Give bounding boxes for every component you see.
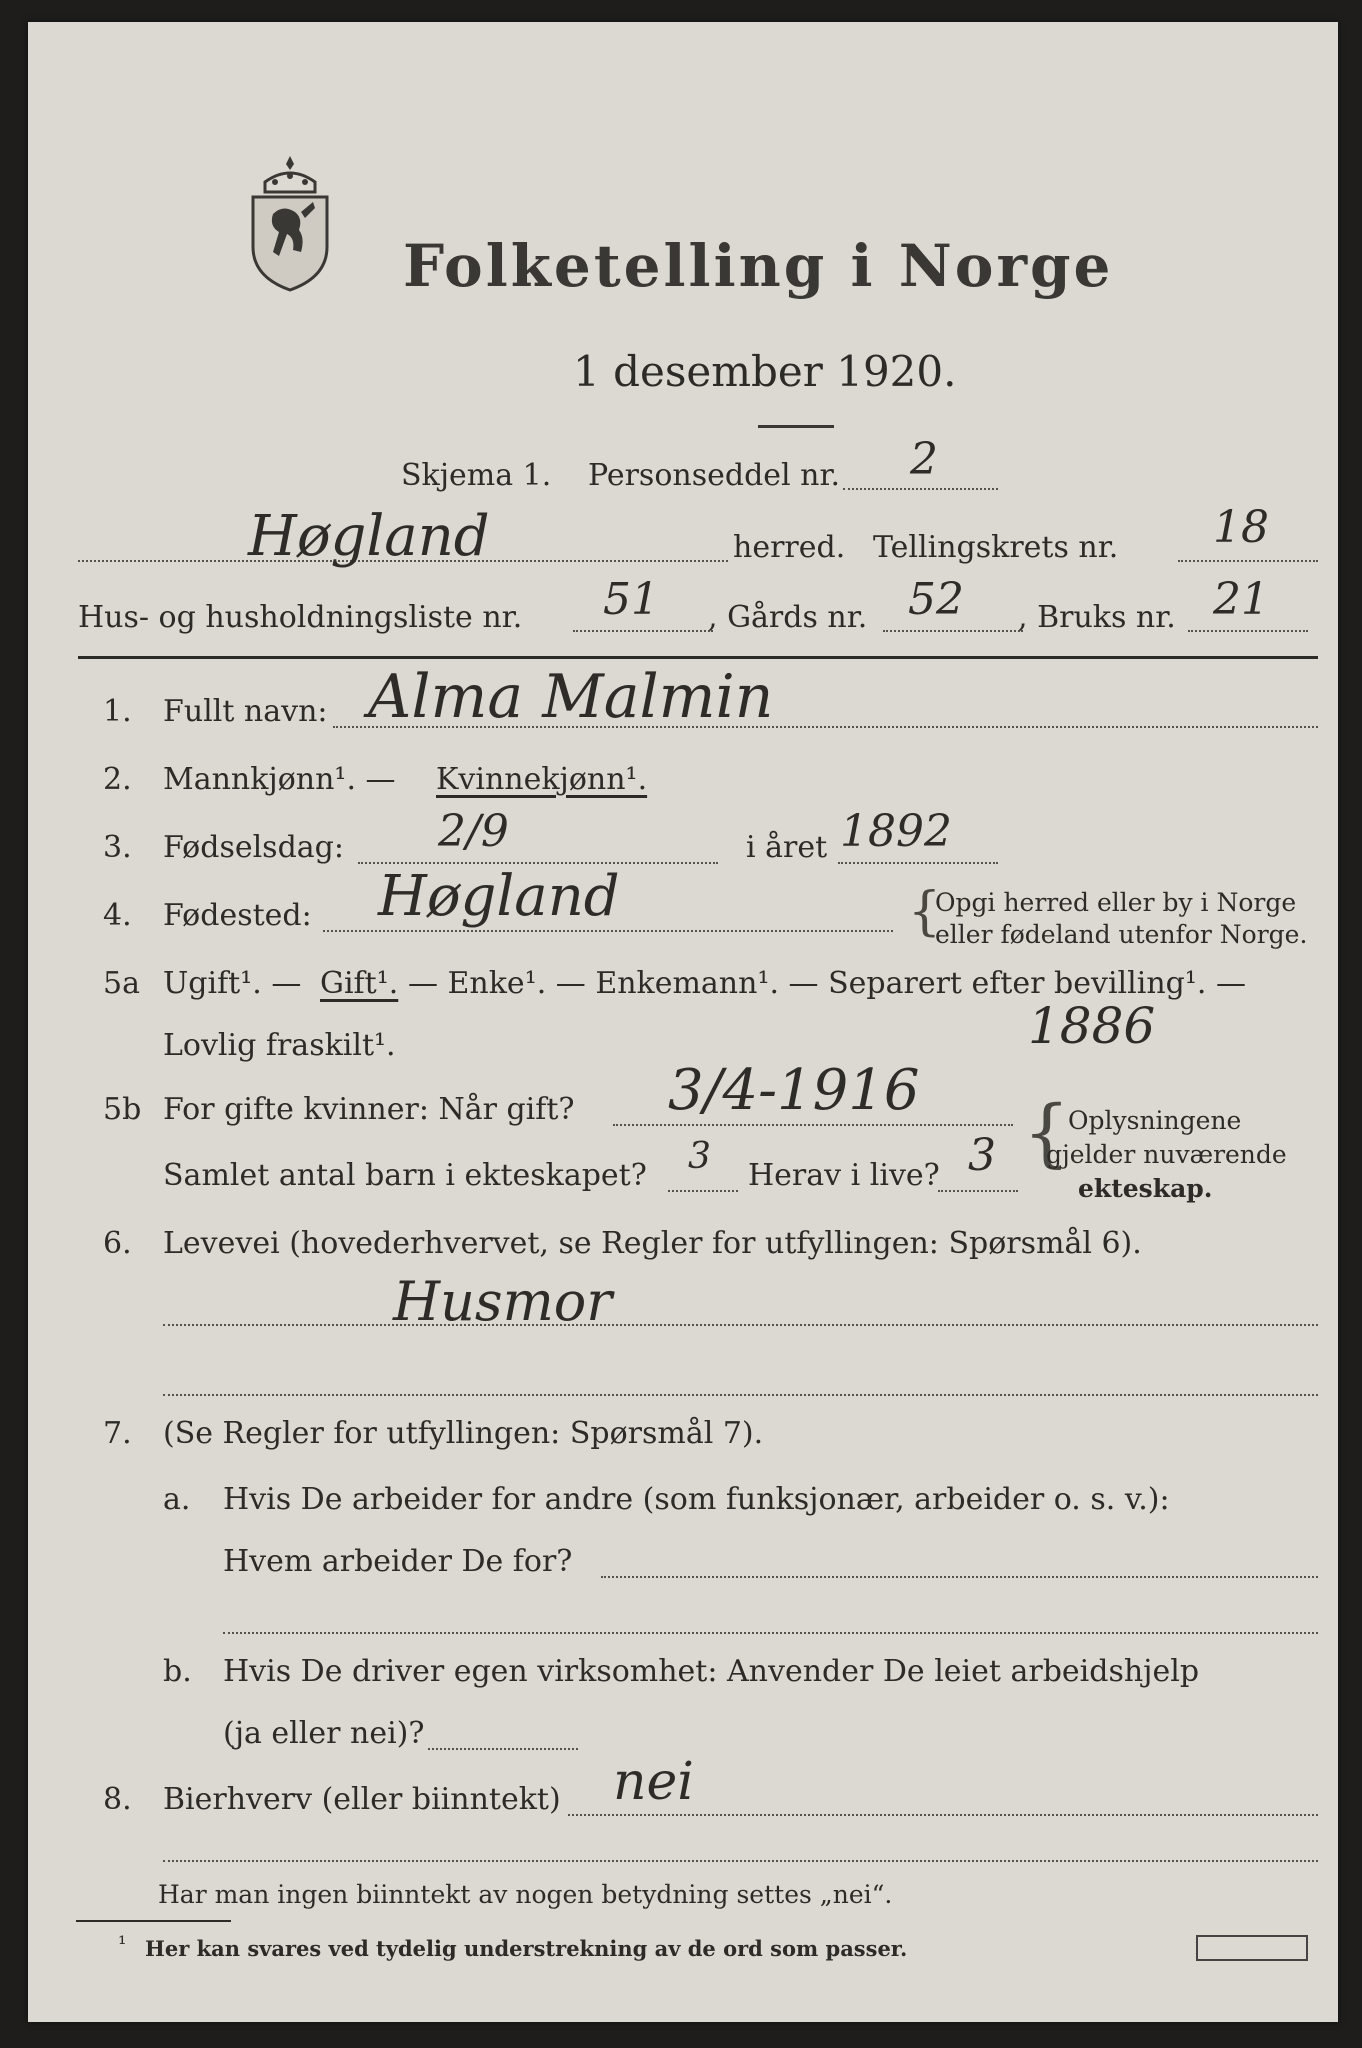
- divider: [758, 425, 834, 428]
- q3-label: Fødselsdag:: [163, 830, 344, 865]
- q5a-handwritten-year: 1886: [1028, 997, 1156, 1055]
- q5b-live-line: [938, 1190, 1018, 1192]
- q2-kvinnekjonn: Kvinnekjønn¹.: [436, 762, 648, 797]
- personseddel-value: 2: [910, 434, 938, 485]
- q7b-line: [428, 1748, 578, 1750]
- footnote-divider: [76, 1920, 231, 1922]
- footnote-mark: ¹: [118, 1932, 127, 1956]
- q6-value: Husmor: [393, 1270, 613, 1333]
- q3-year-value: 1892: [840, 806, 952, 857]
- census-form-page: [28, 22, 1338, 2022]
- q8-number: 8.: [103, 1782, 132, 1817]
- q7a-line2: [223, 1632, 1318, 1634]
- q5b-live-label: Herav i live?: [748, 1158, 940, 1193]
- q4-note-line1: Opgi herred eller by i Norge: [935, 888, 1297, 917]
- q5b-note-line3: ekteskap.: [1078, 1174, 1213, 1203]
- q4-label: Fødested:: [163, 898, 312, 933]
- header-divider: [78, 656, 1318, 659]
- q6-label: Levevei (hovederhvervet, se Regler for utfyllingen: Spørsmål 6).: [163, 1226, 1142, 1261]
- q6-line1: [163, 1324, 1318, 1326]
- biinntekt-note: Har man ingen biinntekt av nogen betydning settes „nei“.: [158, 1880, 893, 1909]
- q8-line1: [568, 1814, 1318, 1816]
- q5a-gift: Gift¹.: [320, 966, 399, 1001]
- q1-value: Alma Malmin: [368, 662, 774, 732]
- tellingskrets-label: Tellingskrets nr.: [873, 530, 1119, 565]
- printer-stamp: [1196, 1935, 1308, 1961]
- q5b-note-line2: gjelder nuværende: [1046, 1140, 1287, 1169]
- q3-year-line: [838, 862, 998, 864]
- q7-number: 7.: [103, 1416, 132, 1451]
- husholdning-value: 51: [603, 574, 659, 625]
- q8-value: nei: [613, 1752, 694, 1812]
- q5a-ugift: Ugift¹. —: [163, 966, 302, 1001]
- footnote-text: Her kan svares ved tydelig understrekning av de ord som passer.: [145, 1936, 908, 1961]
- q5b-label: For gifte kvinner: Når gift?: [163, 1092, 575, 1127]
- q3-value: 2/9: [438, 806, 509, 857]
- gards-line: [883, 630, 1023, 632]
- personseddel-line: [843, 488, 998, 490]
- herred-label: herred.: [733, 530, 846, 565]
- q1-label: Fullt navn:: [163, 694, 328, 729]
- q5a-lovlig-fraskilt: Lovlig fraskilt¹.: [163, 1028, 396, 1063]
- q5b-brace: {: [1023, 1090, 1071, 1176]
- q1-number: 1.: [103, 694, 132, 729]
- q3-number: 3.: [103, 830, 132, 865]
- q5b-barn-label: Samlet antal barn i ekteskapet?: [163, 1158, 647, 1193]
- q5b-barn-value: 3: [688, 1136, 711, 1177]
- q7a-line1: [601, 1576, 1318, 1578]
- q4-note-line2: eller fødeland utenfor Norge.: [935, 920, 1308, 949]
- bruks-value: 21: [1213, 574, 1269, 625]
- q4-brace: {: [908, 882, 942, 942]
- q5b-value: 3/4-1916: [668, 1058, 920, 1123]
- q5b-live-value: 3: [968, 1130, 996, 1181]
- q7b-label: Hvis De driver egen virksomhet: Anvender De leiet arbeidshjelp: [223, 1654, 1200, 1689]
- q8-line2: [163, 1860, 1318, 1862]
- q4-number: 4.: [103, 898, 132, 933]
- q2-mannkjonn: Mannkjønn¹. —: [163, 762, 396, 797]
- q5b-number: 5b: [103, 1092, 142, 1127]
- q7b-sub-label: (ja eller nei)?: [223, 1716, 425, 1751]
- q5b-note-line1: Oplysningene: [1068, 1106, 1242, 1135]
- q6-number: 6.: [103, 1226, 132, 1261]
- husholdning-label: Hus- og husholdningsliste nr.: [78, 600, 523, 635]
- census-date: 1 desember 1920.: [573, 347, 957, 396]
- q5b-line: [613, 1124, 1013, 1126]
- tellingskrets-value: 18: [1213, 502, 1269, 553]
- husholdning-line: [573, 630, 713, 632]
- gards-label: , Gårds nr.: [708, 600, 868, 635]
- q7b-letter: b.: [163, 1654, 192, 1689]
- q6-line2: [163, 1394, 1318, 1396]
- q3-year-label: i året: [746, 830, 828, 865]
- q2-number: 2.: [103, 762, 132, 797]
- q5a-other-options: — Enke¹. — Enkemann¹. — Separert efter bevilling¹. —: [408, 966, 1246, 1001]
- personseddel-label: Personseddel nr.: [588, 458, 841, 493]
- q7a-label: Hvis De arbeider for andre (som funksjonær, arbeider o. s. v.):: [223, 1482, 1170, 1517]
- q7a-letter: a.: [163, 1482, 191, 1517]
- tellingskrets-line: [1178, 560, 1318, 562]
- q4-line: [323, 930, 893, 932]
- herred-value: Høgland: [248, 504, 490, 569]
- bruks-line: [1188, 630, 1308, 632]
- form-title: Folketelling i Norge: [403, 232, 1114, 300]
- q5a-number: 5a: [103, 966, 140, 1001]
- q8-label: Bierhverv (eller biinntekt): [163, 1782, 561, 1817]
- bruks-label: , Bruks nr.: [1018, 600, 1176, 635]
- q4-value: Høgland: [378, 864, 620, 929]
- gards-value: 52: [908, 574, 964, 625]
- skjema-label: Skjema 1.: [401, 458, 552, 493]
- coat-of-arms-icon: [243, 152, 338, 292]
- q7-label: (Se Regler for utfyllingen: Spørsmål 7).: [163, 1416, 764, 1451]
- q7a-sub-label: Hvem arbeider De for?: [223, 1544, 573, 1579]
- q5b-barn-line: [668, 1190, 738, 1192]
